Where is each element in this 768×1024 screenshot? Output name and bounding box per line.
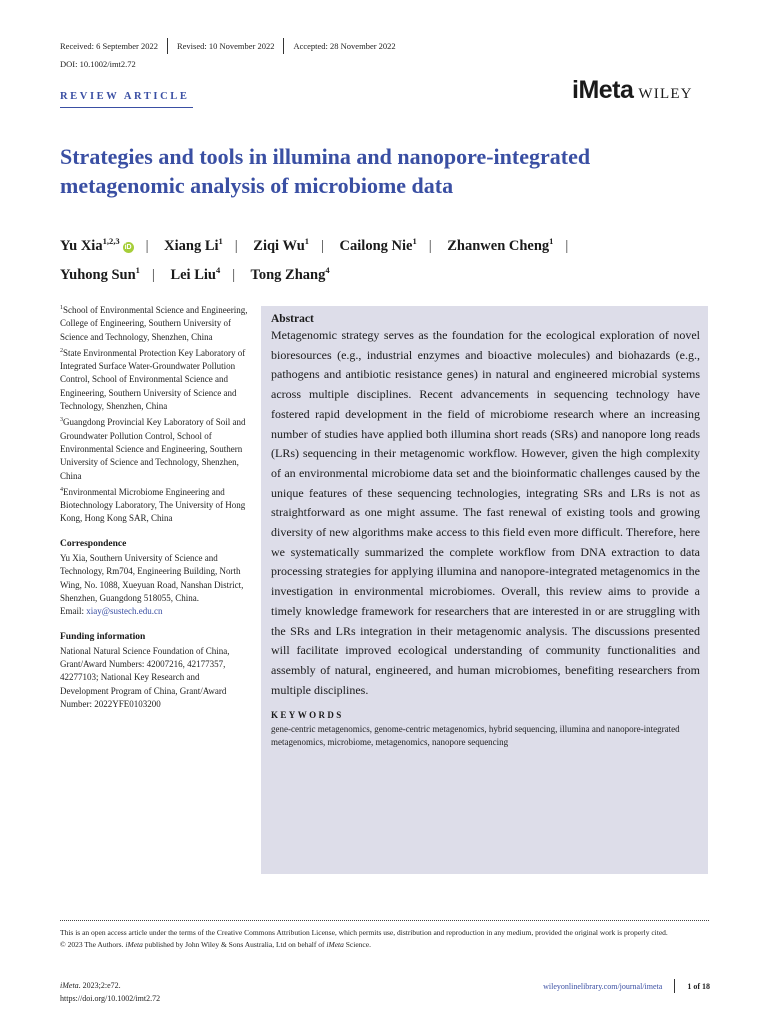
abstract-text: Metagenomic strategy serves as the foundation for the ecological exploration of novel bioresources (e.g., industrial enzymes and bioactive molecules) and biohazards (e.g., pathogens and antibiotic resistance genes) in natural and engineered microbial systems across multiple disciplines. Recent advancements in sequencing technology have fostered rapid development in the field of microbiome research where an increasing number of studies have applied both illumina short reads (SRs) and nanopore long reads (LRs) sequencing in their metagenomic workflow. However, given the high complexity of an environmental microbiome data set and the bioinformatic challenges caused by the unique features of these sequencing technologies, integrating SRs and LRs is not as straightforward as one might assume. The fast renewal of existing tools and growing diversity of new algorithms make access to this field even more difficult. Therefore, here we systematically summarized the complete workflow from DNA extraction to data processing strategies for applying illumina and nanopore-integrated metagenomics in the investigation in environmental microbiomes. Overall, this review aims to provide a timely knowledge framework for researchers that are interested in or are struggling with the SRs and LRs integration in their metagenomic analysis. The discussions presented will facilitate improved ecological understanding of community functionalities and assembly of natural, engineered, and human microbiomes, benefiting researchers from multiple disciplines. bbox=[271, 328, 700, 697]
author-separator: | bbox=[232, 267, 236, 283]
doi-link[interactable]: https://doi.org/10.1002/imt2.72 bbox=[60, 994, 161, 1003]
affiliation: $^1$School of Environmental Science and Engineering, College of Engineering, Southern University of Science and Technology, Shenzhen, China bbox=[60, 305, 248, 342]
author: Tong Zhang$^4$ bbox=[250, 265, 330, 283]
journal-logo bbox=[572, 76, 693, 105]
author: Yu Xia$^{1,2,3}$iD bbox=[60, 236, 132, 254]
revised-date: Revised: 10 November 2022 bbox=[176, 41, 275, 51]
author-separator: | bbox=[565, 238, 569, 254]
doi: DOI: 10.1002/imt2.72 bbox=[60, 59, 136, 69]
divider bbox=[674, 979, 675, 993]
divider bbox=[167, 38, 168, 54]
author-separator: | bbox=[321, 238, 324, 254]
page-number: 1 of 18 bbox=[687, 981, 710, 991]
keywords-text: gene-centric metagenomics, genome-centric metagenomics, hybrid sequencing, illumina and nanopore-integrated metagenomics, microbiome, metagenomics, nanopore sequencing bbox=[271, 724, 680, 748]
correspondence-heading: Correspondence bbox=[60, 538, 127, 549]
author-separator: | bbox=[428, 238, 432, 254]
correspondence-text: Yu Xia, Southern University of Science and Technology, Rm704, Engineering Building, North Wing, No. 1088, Xueyuan Road, Nanshan District, Shenzhen, Guangdong 518055, China. Email: xiay@sustech.edu.cn bbox=[60, 553, 244, 617]
footer-citation: iMeta. 2023;2:e72. https://doi.org/10.1002/imt2.72 bbox=[60, 981, 161, 1003]
abstract-heading: Abstract bbox=[271, 313, 314, 325]
author: Cailong Nie$^1$ bbox=[339, 236, 417, 254]
article-type: REVIEW ARTICLE bbox=[60, 91, 190, 102]
accepted-date: Accepted: 28 November 2022 bbox=[293, 41, 396, 51]
received-date: Received: 6 September 2022 bbox=[60, 41, 158, 51]
imeta-logo: iMeta bbox=[572, 76, 634, 104]
article-dates bbox=[60, 38, 396, 54]
license-notice: This is an open access article under the terms of the Creative Commons Attribution License, which permits use, distribution and reproduction in any medium, provided the original work is properly cited. © 2023 The Authors. iMeta published by John Wiley & Sons Australia, Ltd on behalf of iMeta Science. bbox=[60, 928, 668, 949]
author-separator: | bbox=[145, 238, 149, 254]
author: Yuhong Sun$^1$ bbox=[60, 265, 140, 283]
affiliation: $^2$State Environmental Protection Key Laboratory of Integrated Surface Water-Groundwater Pollution Control, School of Environmental Science and Engineering, Southern University of Science and Technology, Shenzhen, China bbox=[60, 347, 246, 412]
author: Zhanwen Cheng$^1$ bbox=[447, 236, 554, 254]
affiliation: $^3$Guangdong Provincial Key Laboratory of Soil and Groundwater Pollution Control, School of Environmental Science and Engineering, Southern University of Science and Technology, Shenzhen, China bbox=[60, 417, 246, 481]
author-separator: | bbox=[234, 238, 238, 254]
wiley-logo: WILEY bbox=[638, 86, 693, 102]
divider bbox=[283, 38, 284, 54]
author: Xiang Li$^1$ bbox=[164, 236, 223, 254]
paper-title: Strategies and tools in illumina and nanopore-integrated metagenomic analysis of microbiome data bbox=[60, 144, 591, 198]
keywords-heading: KEYWORDS bbox=[271, 710, 344, 721]
footer-divider bbox=[60, 920, 709, 921]
orcid-icon[interactable]: iD bbox=[124, 244, 132, 251]
abstract-box bbox=[261, 306, 708, 874]
author: Lei Liu$^4$ bbox=[170, 265, 221, 283]
author-separator: | bbox=[151, 267, 155, 283]
funding-text: National Natural Science Foundation of China, Grant/Award Numbers: 42007216, 42177357, 42277103; National Key Research and Development Program of China, Grant/Award Number: 2022YFE0103200 bbox=[60, 645, 230, 710]
article-type-underline bbox=[60, 107, 193, 108]
author: Ziqi Wu$^1$ bbox=[253, 236, 310, 254]
funding-heading: Funding information bbox=[60, 631, 146, 642]
affiliation: $^4$Environmental Microbiome Engineering and Biotechnology Laboratory, The University of Hong Kong, Hong Kong SAR, China bbox=[60, 486, 246, 524]
email-link[interactable]: xiay@sustech.edu.cn bbox=[86, 606, 163, 617]
left-column bbox=[60, 302, 250, 711]
journal-site-link[interactable]: wileyonlinelibrary.com/journal/imeta bbox=[543, 981, 663, 991]
author-list bbox=[60, 229, 720, 287]
footer-right bbox=[543, 979, 710, 993]
